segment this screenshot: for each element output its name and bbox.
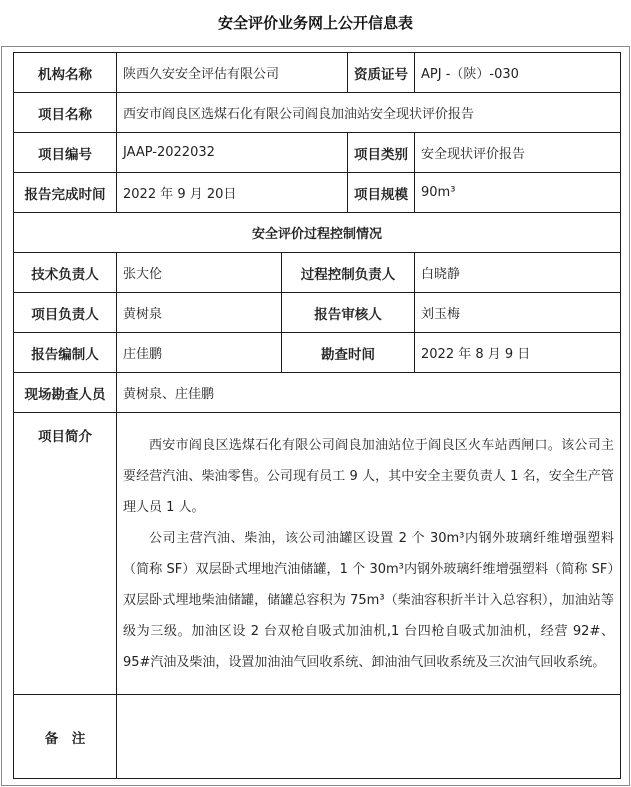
process-section-heading: 安全评价过程控制情况 bbox=[14, 213, 621, 253]
reviewer-label: 报告审核人 bbox=[282, 293, 415, 333]
row-project-name bbox=[14, 93, 621, 133]
project-lead-label: 项目负责人 bbox=[14, 293, 117, 333]
cert-no-label: 资质证号 bbox=[348, 53, 415, 93]
row-intro bbox=[14, 413, 621, 695]
row-compiler bbox=[14, 333, 621, 373]
row-tech-lead bbox=[14, 253, 621, 293]
project-no-label: 项目编号 bbox=[14, 133, 117, 173]
survey-time-value: 2022 年 8 月 9 日 bbox=[415, 333, 621, 373]
site-staff-value: 黄树泉、庄佳鹏 bbox=[117, 373, 621, 413]
compiler-label: 报告编制人 bbox=[14, 333, 117, 373]
report-date-label: 报告完成时间 bbox=[14, 173, 117, 213]
process-lead-value: 白晓静 bbox=[415, 253, 621, 293]
compiler-value: 庄佳鹏 bbox=[117, 333, 282, 373]
remarks-label: 备 注 bbox=[14, 695, 117, 779]
tech-lead-label: 技术负责人 bbox=[14, 253, 117, 293]
project-type-value: 安全现状评价报告 bbox=[415, 133, 621, 173]
info-table bbox=[13, 52, 621, 779]
intro-label: 项目简介 bbox=[14, 413, 117, 695]
project-name-label: 项目名称 bbox=[14, 93, 117, 133]
project-scale-value: 90m³ bbox=[415, 173, 621, 213]
intro-paragraph-2: 公司主营汽油、柴油，该公司油罐区设置 2 个 30m³内钢外玻璃纤维增强塑料（简称 SF）双层卧式埋地汽油储罐，1 个 30m³内钢外玻璃纤维增强塑料（简称 SF）双层卧式埋地柴油储罐，储罐总容积为 75m³（柴油容积折半计入总容积），加油站等级为三级。加油区设 2 台双枪自吸式加油机,1 台四枪自吸式加油机，经营 92#、95#汽油及柴油，设置加油油气回收系统、卸油油气回收系统及三次油气回收系统。 bbox=[123, 531, 615, 670]
project-lead-value: 黄树泉 bbox=[117, 293, 282, 333]
row-project-no bbox=[14, 133, 621, 173]
org-name-label: 机构名称 bbox=[14, 53, 117, 93]
row-site-staff bbox=[14, 373, 621, 413]
row-remarks bbox=[14, 695, 621, 779]
remarks-value bbox=[117, 695, 621, 779]
row-org bbox=[14, 53, 621, 93]
project-type-label: 项目类别 bbox=[348, 133, 415, 173]
project-name-value: 西安市阎良区选煤石化有限公司阎良加油站安全现状评价报告 bbox=[117, 93, 621, 133]
intro-body bbox=[117, 413, 621, 695]
org-name-value: 陕西久安安全评估有限公司 bbox=[117, 53, 348, 93]
report-date-value: 2022 年 9 月 20日 bbox=[117, 173, 348, 213]
row-report-date bbox=[14, 173, 621, 213]
row-project-lead bbox=[14, 293, 621, 333]
site-staff-label: 现场勘查人员 bbox=[14, 373, 117, 413]
reviewer-value: 刘玉梅 bbox=[415, 293, 621, 333]
intro-paragraph-1: 西安市阎良区选煤石化有限公司阎良加油站位于阎良区火车站西闸口。该公司主要经营汽油、柴油零售。公司现有员工 9 人，其中安全主要负责人 1 名，安全生产管理人员 1 人。 bbox=[123, 438, 615, 515]
cert-no-value: APJ -（陕）-030 bbox=[415, 53, 621, 93]
project-no-value: JAAP-2022032 bbox=[117, 133, 348, 173]
tech-lead-value: 张大伦 bbox=[117, 253, 282, 293]
project-scale-label: 项目规模 bbox=[348, 173, 415, 213]
row-process-section bbox=[14, 213, 621, 253]
page-title: 安全评价业务网上公开信息表 bbox=[217, 14, 413, 32]
process-lead-label: 过程控制负责人 bbox=[282, 253, 415, 293]
survey-time-label: 勘查时间 bbox=[282, 333, 415, 373]
